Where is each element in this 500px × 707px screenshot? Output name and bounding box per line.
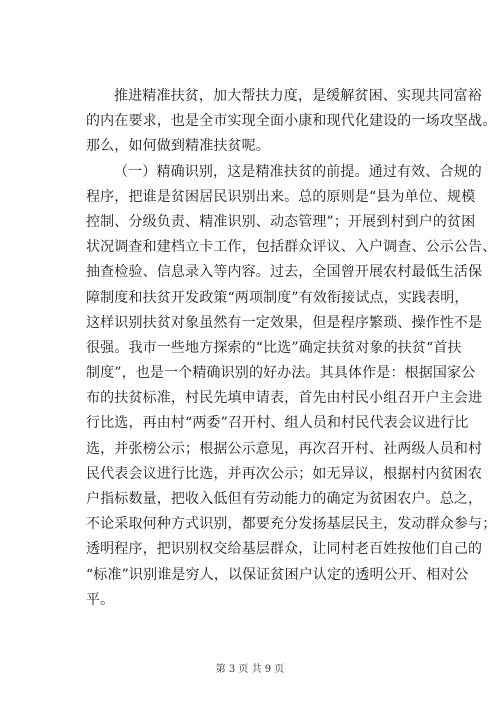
text-line: 状况调查和建档立卡工作，包括群众评议、入户调查、公示公告、 <box>86 239 497 256</box>
text-line: 抽查检验、信息录入等内容。过去，全国曾开展农村最低生活保 <box>86 264 483 281</box>
text-line: 平。 <box>86 591 115 608</box>
text-line: “标准”识别谁是穷人，以保证贫困户认定的透明公开、相对公 <box>86 566 469 583</box>
page-footer <box>0 663 500 677</box>
text-line: 民代表会议进行比选，并再次公示；如无异议，根据村内贫困农 <box>86 465 483 482</box>
text-line: 障制度和扶贫开发政策“两项制度”有效衔接试点，实践表明， <box>86 289 469 306</box>
text-line: 选，并张榜公示；根据公示意见，再次召开村、社两级人员和村 <box>86 440 483 457</box>
text-line: 控制、分级负责、精准识别、动态管理”；开展到村到户的贫困 <box>86 213 476 230</box>
text-line: 不论采取何种方式识别，都要充分发扬基层民主，发动群众参与； <box>86 516 497 533</box>
text-line: 的内在要求，也是全市实现全面小康和现代化建设的一场攻坚战。 <box>86 113 497 130</box>
text-line: 制度”，也是一个精确识别的好办法。其具体作是：根据国家公 <box>86 365 476 382</box>
body-text <box>86 84 497 613</box>
page-number: 第 3 页 共 9 页 <box>215 664 285 675</box>
text-line: 很强。我市一些地方探索的“比选”确定扶贫对象的扶贫“首扶 <box>86 339 462 356</box>
text-line: 户指标数量，把收入低但有劳动能力的确定为贫困农户。总之， <box>86 491 483 507</box>
text-line: 布的扶贫标准，村民先填申请表，首先由村民小组召开户主会进 <box>86 390 483 407</box>
text-line: （一）精确识别，这是精准扶贫的前提。通过有效、合规的 <box>114 163 482 180</box>
text-line: 行比选，再由村“两委”召开村、组人员和村民代表会议进行比 <box>86 415 469 432</box>
text-line: 那么，如何做到精准扶贫呢。 <box>86 138 270 155</box>
text-line: 程序，把谁是贫困居民识别出来。总的原则是“县为单位、规模 <box>86 188 476 205</box>
text-line: 透明程序，把识别权交给基层群众，让同村老百姓按他们自己的 <box>86 541 483 558</box>
text-line: 这样识别扶贫对象虽然有一定效果，但是程序繁琐、操作性不是 <box>86 314 483 331</box>
text-line: 推进精准扶贫，加大帮扶力度，是缓解贫困、实现共同富裕 <box>114 88 482 104</box>
